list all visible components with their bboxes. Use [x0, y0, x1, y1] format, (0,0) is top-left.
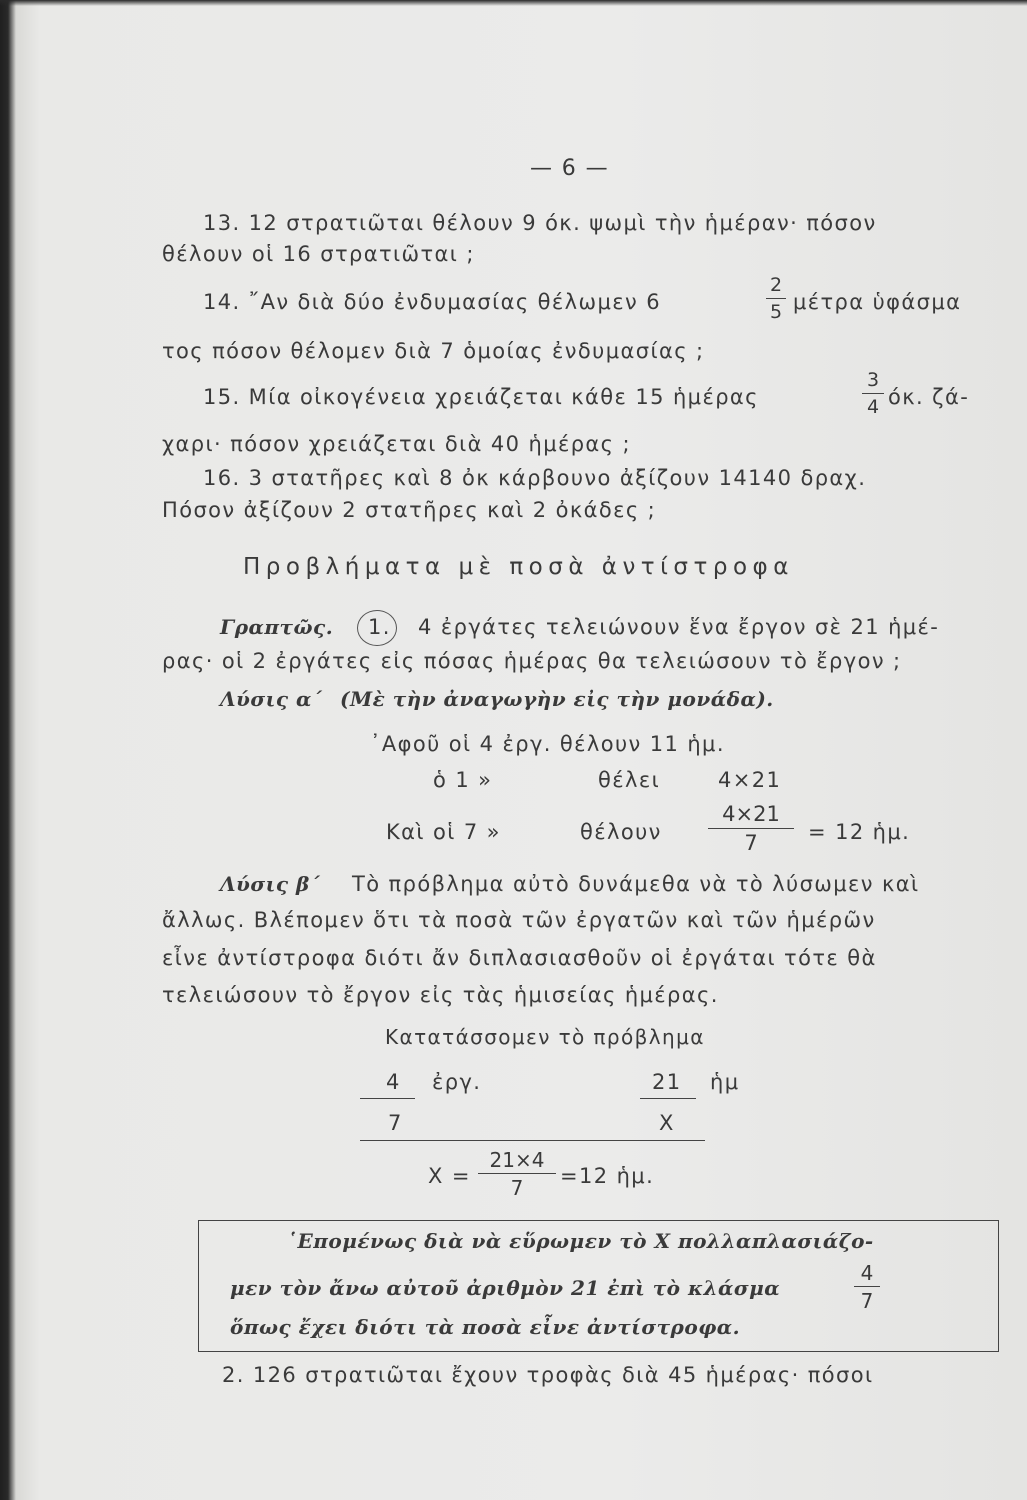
- problem-1-line-2: ρας· οἱ 2 ἐργάτες εἰς πόσας ἡμέρας θα τελειώσουν τὸ ἔργον ;: [162, 649, 902, 673]
- fraction-numerator: 4×21: [722, 802, 780, 826]
- solution-b-line-4: τελειώσουν τὸ ἔργον εἰς τὰς ἡμισείας ἡμέρας.: [162, 983, 719, 1007]
- solution-a-result: = 12 ἡμ.: [808, 820, 911, 844]
- fraction-numerator: 4: [860, 1261, 874, 1285]
- solution-a-label: Λύσις α΄: [220, 687, 323, 711]
- rule-box: [198, 1220, 999, 1352]
- fraction-denominator: 7: [744, 831, 758, 855]
- problem-14-line-2: τος πόσον θέλομεν διὰ 7 ὁμοίας ἐνδυμασίας ;: [162, 339, 705, 363]
- solution-a-row-3b: θέλουν: [580, 820, 662, 844]
- fraction-numerator: 3: [866, 369, 880, 391]
- page-top-edge: [0, 0, 1027, 6]
- arrangement-bottom-left: 7: [388, 1111, 403, 1135]
- solution-a-row-1: ᾿Αφοῦ οἱ 4 ἐργ. θέλουν 11 ἡμ.: [370, 732, 725, 756]
- problem-1-line-1: 4 ἐργάτες τελειώνουν ἕνα ἔργον σὲ 21 ἡμέ-: [418, 615, 940, 639]
- rule-box-line-2: μεν τὸν ἄνω αὐτοῦ ἀριθμὸν 21 ἐπὶ τὸ κλάσμα: [230, 1276, 781, 1300]
- solution-a-row-2c: 4×21: [718, 768, 782, 792]
- page-number: — 6 —: [530, 156, 609, 181]
- problem-14-fraction: [766, 276, 786, 322]
- problem-16-line-2: Πόσον ἀξίζουν 2 στατῆρες καὶ 2 ὀκάδες ;: [162, 498, 657, 522]
- arrangement-top-left-num: 4: [386, 1070, 401, 1094]
- problem-2-line-1: 2. 126 στρατιῶται ἔχουν τροφὰς διὰ 45 ἡμέρας· πόσοι: [222, 1363, 874, 1387]
- rule-box-fraction: [854, 1263, 880, 1311]
- problem-16-line-1: 16. 3 στατῆρες καὶ 8 ὀκ κάρβουνο ἀξίζουν 14140 δραχ.: [203, 466, 867, 490]
- solution-b-line-3: εἶνε ἀντίστροφα διότι ἄν διπλασιασθοῦν οἱ ἐργάται τότε θὰ: [162, 946, 877, 970]
- fraction-denominator: 7: [860, 1289, 874, 1313]
- equation-lhs: X =: [428, 1164, 471, 1188]
- solution-a-fraction: [708, 804, 794, 854]
- problem-14-line-1b: μέτρα ὑφάσμα: [793, 290, 962, 314]
- problem-15-line-1a: 15. Μία οἰκογένεια χρειάζεται κάθε 15 ἡμέρας: [203, 385, 759, 409]
- solution-a-row-2b: θέλει: [598, 768, 661, 792]
- problem-15-line-2: χαρι· πόσον χρειάζεται διὰ 40 ἡμέρας ;: [162, 432, 631, 456]
- solution-a-method: (Μὲ τὴν ἀναγωγὴν εἰς τὴν μονάδα).: [340, 687, 774, 711]
- arrangement-underline-left: [360, 1098, 415, 1099]
- solution-b-label: Λύσις β΄: [220, 872, 321, 896]
- solution-a-row-2a: ὁ 1 »: [433, 768, 493, 792]
- arrangement-title: Κατατάσσομεν τὸ πρόβλημα: [385, 1025, 705, 1049]
- equation-rhs: =12 ἡμ.: [560, 1164, 655, 1188]
- rule-box-line-3: ὅπως ἔχει διότι τὰ ποσὰ εἶνε ἀντίστροφα.: [230, 1315, 741, 1339]
- problem-13-line-2: θέλουν οἱ 16 στρατιῶται ;: [162, 242, 475, 266]
- fraction-denominator: 5: [769, 301, 783, 323]
- problem-1-number: 1.: [368, 615, 391, 639]
- solution-b-line-1: Τὸ πρόβλημα αὐτὸ δυνάμεθα νὰ τὸ λύσωμεν καὶ: [352, 872, 920, 896]
- arrangement-top-right-unit: ἡμ: [710, 1070, 740, 1094]
- problem-15-line-1b: όκ. ζά-: [888, 385, 970, 409]
- problem-14-line-1a: 14. ῎Αν διὰ δύο ἐνδυμασίας θέλωμεν 6: [203, 290, 661, 314]
- solution-b-line-2: ἄλλως. Βλέπομεν ὅτι τὰ ποσὰ τῶν ἐργατῶν καὶ τῶν ἡμέρῶν: [162, 908, 876, 932]
- problem-13-line-1: 13. 12 στρατιῶται θέλουν 9 όκ. ψωμὶ τὴν ἡμέραν· πόσον: [203, 211, 877, 235]
- arrangement-top-right-num: 21: [652, 1070, 682, 1094]
- solution-a-row-3a: Καὶ οἱ 7 »: [386, 820, 501, 844]
- fraction-numerator: 21×4: [489, 1148, 545, 1172]
- rule-box-line-1: ῾Επομένως διὰ νὰ εὕρωμεν τὸ Χ πολλαπλασιάζο-: [287, 1229, 874, 1253]
- fraction-denominator: 4: [866, 396, 880, 418]
- arrangement-bottom-right: X: [659, 1111, 675, 1135]
- arrangement-underline-right: [640, 1098, 696, 1099]
- fraction-numerator: 2: [769, 274, 783, 296]
- problem-15-fraction: [862, 371, 884, 417]
- arrangement-separator: [360, 1140, 705, 1141]
- fraction-denominator: 7: [510, 1176, 524, 1200]
- equation-fraction: [478, 1150, 556, 1198]
- problem-1-label: Γραπτῶς.: [220, 615, 334, 639]
- section-heading: Προβλήματα μὲ ποσὰ ἀντίστροφα: [243, 554, 794, 580]
- arrangement-top-left-unit: ἐργ.: [432, 1070, 482, 1094]
